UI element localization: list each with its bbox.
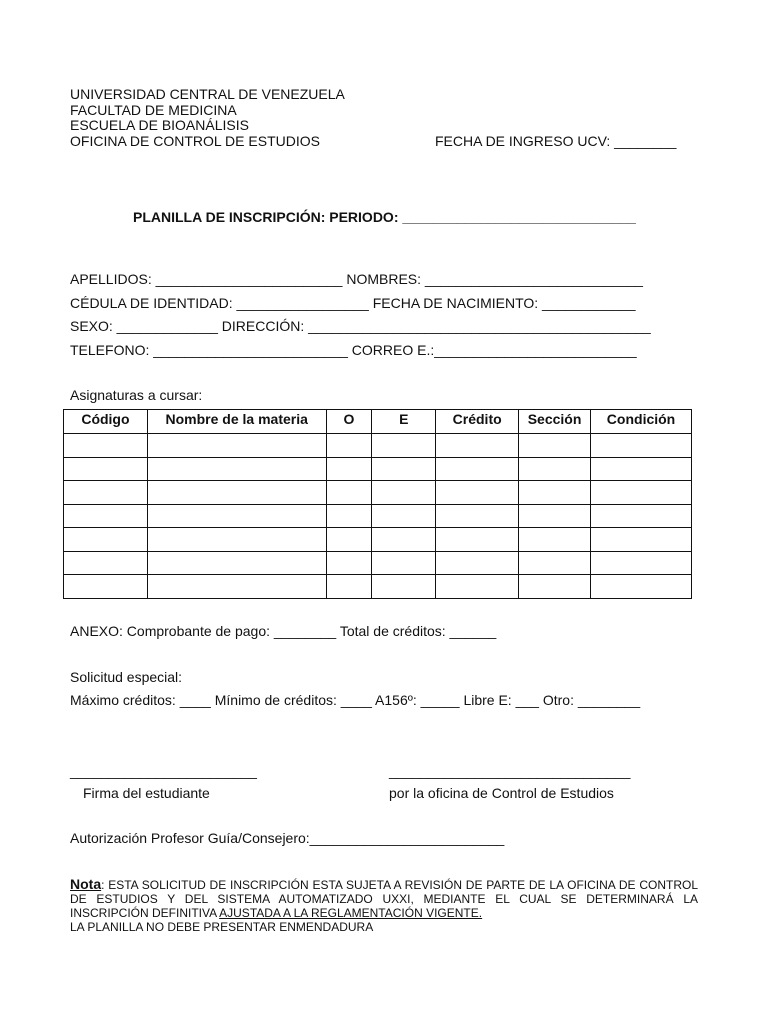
university-name: UNIVERSIDAD CENTRAL DE VENEZUELA xyxy=(70,86,345,102)
table-cell[interactable] xyxy=(372,528,436,552)
table-cell[interactable] xyxy=(591,481,692,505)
column-header-credito: Crédito xyxy=(436,410,519,434)
table-cell[interactable] xyxy=(326,575,372,599)
table-cell[interactable] xyxy=(326,457,372,481)
surname-name-fields: APELLIDOS: ________________________ NOMBRES: ____________________________ xyxy=(70,271,643,287)
table-cell[interactable] xyxy=(64,528,148,552)
table-row xyxy=(64,434,692,458)
table-cell[interactable] xyxy=(591,528,692,552)
table-cell[interactable] xyxy=(64,551,148,575)
admission-date-field: FECHA DE INGRESO UCV: ________ xyxy=(435,133,677,149)
table-cell[interactable] xyxy=(326,481,372,505)
column-header-seccion: Sección xyxy=(519,410,591,434)
table-row xyxy=(64,481,692,505)
table-cell[interactable] xyxy=(372,504,436,528)
subjects-label: Asignaturas a cursar: xyxy=(70,387,203,403)
office-signature-label: por la oficina de Control de Estudios xyxy=(389,785,614,801)
table-cell[interactable] xyxy=(147,457,326,481)
student-signature-line: ________________________ xyxy=(70,763,257,779)
faculty-name: FACULTAD DE MEDICINA xyxy=(70,101,237,118)
table-cell[interactable] xyxy=(372,481,436,505)
column-header-condicion: Condición xyxy=(591,410,692,434)
table-cell[interactable] xyxy=(147,575,326,599)
table-cell[interactable] xyxy=(436,551,519,575)
column-header-materia: Nombre de la materia xyxy=(147,410,326,434)
table-cell[interactable] xyxy=(436,481,519,505)
table-cell[interactable] xyxy=(519,434,591,458)
table-cell[interactable] xyxy=(147,504,326,528)
table-cell[interactable] xyxy=(147,528,326,552)
subjects-table xyxy=(63,409,692,599)
note-label: Nota xyxy=(70,876,102,892)
office-signature-line: _______________________________ xyxy=(389,763,631,779)
table-cell[interactable] xyxy=(326,504,372,528)
table-cell[interactable] xyxy=(64,434,148,458)
table-header-row xyxy=(64,410,692,434)
subjects-table-body xyxy=(64,434,692,599)
id-birthdate-fields: CÉDULA DE IDENTIDAD: _________________ FECHA DE NACIMIENTO: ____________ xyxy=(70,295,636,311)
table-cell[interactable] xyxy=(372,434,436,458)
table-cell[interactable] xyxy=(147,551,326,575)
table-cell[interactable] xyxy=(591,575,692,599)
institution-header xyxy=(70,87,345,149)
column-header-codigo: Código xyxy=(64,410,148,434)
table-row xyxy=(64,575,692,599)
table-cell[interactable] xyxy=(372,457,436,481)
table-row xyxy=(64,551,692,575)
table-cell[interactable] xyxy=(591,551,692,575)
phone-email-fields: TELEFONO: _________________________ CORREO E.:__________________________ xyxy=(70,342,637,358)
table-cell[interactable] xyxy=(372,551,436,575)
table-cell[interactable] xyxy=(436,434,519,458)
table-cell[interactable] xyxy=(519,528,591,552)
table-cell[interactable] xyxy=(326,551,372,575)
table-cell[interactable] xyxy=(64,575,148,599)
table-cell[interactable] xyxy=(519,504,591,528)
table-cell[interactable] xyxy=(519,575,591,599)
table-row xyxy=(64,528,692,552)
table-cell[interactable] xyxy=(436,528,519,552)
table-cell[interactable] xyxy=(64,457,148,481)
school-name: ESCUELA DE BIOANÁLISIS xyxy=(70,117,249,133)
note-paragraph xyxy=(70,877,698,920)
table-cell[interactable] xyxy=(591,457,692,481)
note-final-line: LA PLANILLA NO DEBE PRESENTAR ENMENDADURA xyxy=(70,920,374,934)
advisor-authorization-line: Autorización Profesor Guía/Consejero:_________________________ xyxy=(70,830,505,846)
table-cell[interactable] xyxy=(519,457,591,481)
table-cell[interactable] xyxy=(326,434,372,458)
table-cell[interactable] xyxy=(326,528,372,552)
office-name: OFICINA DE CONTROL DE ESTUDIOS xyxy=(70,132,320,149)
special-request-label: Solicitud especial: xyxy=(70,669,183,685)
table-cell[interactable] xyxy=(147,481,326,505)
column-header-o: O xyxy=(326,410,372,434)
student-signature-label: Firma del estudiante xyxy=(83,785,210,801)
sex-address-fields: SEXO: _____________ DIRECCIÓN: ____________________________________________ xyxy=(70,318,651,334)
table-cell[interactable] xyxy=(147,434,326,458)
table-cell[interactable] xyxy=(591,504,692,528)
table-row xyxy=(64,457,692,481)
table-cell[interactable] xyxy=(591,434,692,458)
table-cell[interactable] xyxy=(519,481,591,505)
credit-limits-line: Máximo créditos: ____ Mínimo de créditos: ____ A156º: _____ Libre E: ___ Otro: ________ xyxy=(70,692,641,708)
form-title: PLANILLA DE INSCRIPCIÓN: PERIODO: ______________________________ xyxy=(133,209,636,225)
table-cell[interactable] xyxy=(64,481,148,505)
note-text: : ESTA SOLICITUD DE INSCRIPCIÓN ESTA SUJETA A REVISIÓN DE PARTE DE LA OFICINA DE CONTROL DE ESTUDIOS Y DEL SISTEMA AUTOMATIZADO UXXI, MEDIANTE EL CUAL SE DETERMINARÁ LA INSCRIPCIÓN DEFINITIVA xyxy=(70,878,698,920)
annex-line: ANEXO: Comprobante de pago: ________ Total de créditos: ______ xyxy=(70,623,497,639)
table-cell[interactable] xyxy=(436,457,519,481)
table-cell[interactable] xyxy=(372,575,436,599)
table-cell[interactable] xyxy=(519,551,591,575)
note-underlined-text: AJUSTADA A LA REGLAMENTACIÓN VIGENTE. xyxy=(219,906,483,920)
table-cell[interactable] xyxy=(64,504,148,528)
table-cell[interactable] xyxy=(436,575,519,599)
column-header-e: E xyxy=(372,410,436,434)
table-cell[interactable] xyxy=(436,504,519,528)
table-row xyxy=(64,504,692,528)
